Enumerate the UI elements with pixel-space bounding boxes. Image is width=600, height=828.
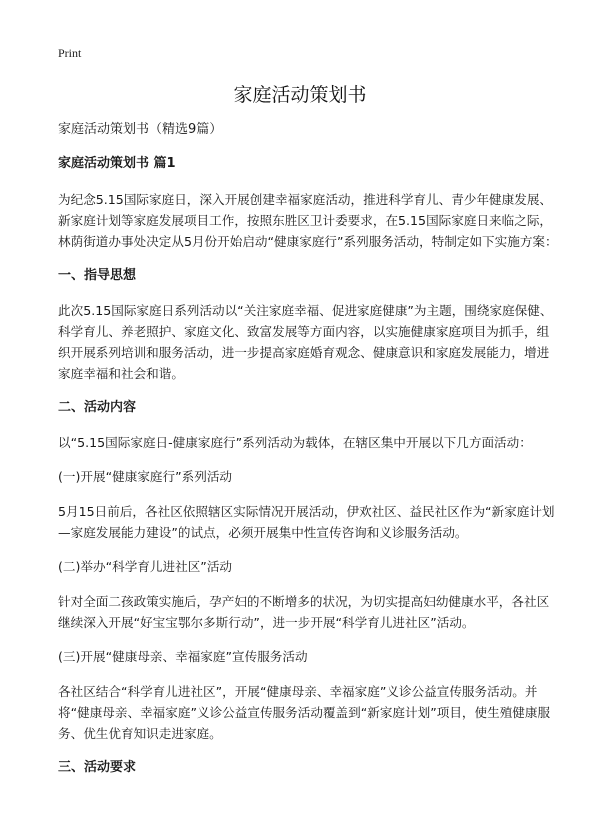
section-title: 家庭活动策划书 篇1: [58, 156, 176, 171]
document-subtitle: 家庭活动策划书（精选9篇）: [58, 122, 223, 137]
paragraph-parenting: 针对全面二孩政策实施后，孕产妇的不断增多的状况，为切实提高妇幼健康水平，各社区继续深入开展“好宝宝鄂尔多斯行动”，进一步开展“科学育儿进社区”活动。: [58, 594, 550, 630]
heading-activity-requirements: 三、活动要求: [58, 760, 137, 775]
paragraph-guiding-ideology: 此次5.15国际家庭日系列活动以“关注家庭幸福、促进家庭健康”为主题，围绕家庭保健、科学育儿、养老照护、家庭文化、致富发展等方面内容，以实施健康家庭项目为抓手，组织开展系列培训和服务活动，进一步提高家庭婚育观念、健康意识和家庭发展能力，增进家庭幸福和社会和谐。: [58, 303, 553, 381]
print-link[interactable]: Print: [58, 46, 82, 60]
paragraph-healthy-mother: 各社区结合“科学育儿进社区”，开展“健康母亲、幸福家庭”义诊公益宣传服务活动。并将“健康母亲、幸福家庭”义诊公益宣传服务活动覆盖到“新家庭计划”项目，使生殖健康服务、优生优育知识走进家庭。: [58, 684, 551, 741]
page-title: 家庭活动策划书: [233, 84, 367, 106]
subheading-healthy-family: (一)开展“健康家庭行”系列活动: [58, 469, 233, 484]
intro-paragraph: 为纪念5.15国际家庭日，深入开展创建幸福家庭活动，推进科学育儿、青少年健康发展、新家庭计划等家庭发展项目工作，按照东胜区卫计委要求，在5.15国际家庭日来临之际，林荫街道办事处决定从5月份开始启动“健康家庭行”系列服务活动，特制定如下实施方案：: [58, 192, 558, 249]
heading-activity-content: 二、活动内容: [58, 400, 137, 415]
document-body: [58, 121, 558, 792]
heading-guiding-ideology: 一、指导思想: [58, 268, 137, 283]
subheading-healthy-mother: (三)开展“健康母亲、幸福家庭”宣传服务活动: [58, 649, 308, 664]
paragraph-healthy-family: 5月15日前后，各社区依照辖区实际情况开展活动，伊欢社区、益民社区作为“新家庭计划—家庭发展能力建设”的试点，必须开展集中性宣传咨询和义诊服务活动。: [58, 504, 555, 540]
paragraph-activity-content: 以“5.15国际家庭日-健康家庭行”系列活动为载体，在辖区集中开展以下几方面活动：: [58, 435, 532, 450]
subheading-parenting: (二)举办“科学育儿进社区”活动: [58, 559, 233, 574]
